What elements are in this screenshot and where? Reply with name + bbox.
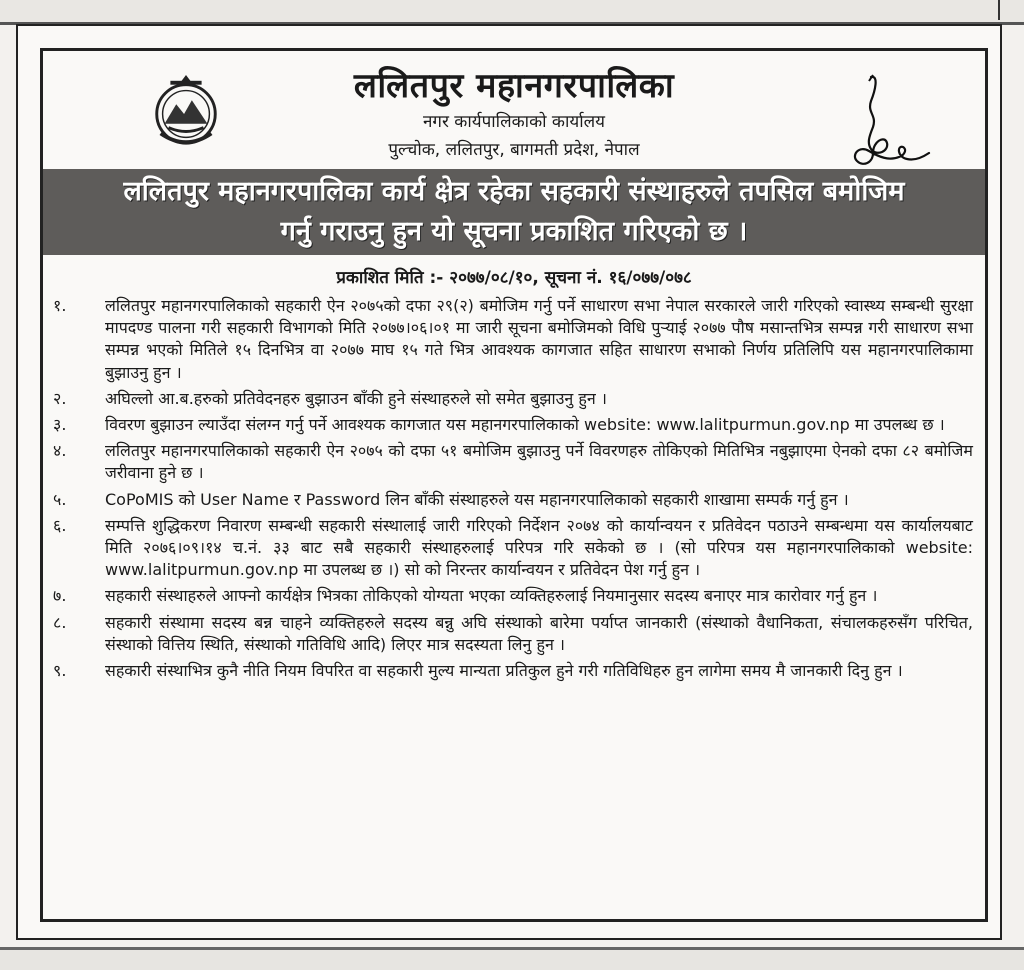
adjacent-clipping-edge-bottom (0, 947, 1024, 970)
item-number: ६. (53, 515, 67, 535)
notice-item (53, 660, 973, 682)
handwritten-signature-icon (843, 71, 933, 175)
notice-items-list (53, 295, 973, 686)
notice-headline-banner (43, 169, 985, 255)
item-number: ८. (53, 612, 67, 632)
notice-item (53, 295, 973, 384)
item-number: १. (53, 296, 67, 315)
municipality-name: ललितपुर महानगरपालिका (353, 66, 675, 106)
item-text: ललितपुर महानगरपालिकाको सहकारी ऐन २०७५ को दफा ५१ बमोजिम बुझाउनु पर्ने विवरणहरु तोकिएको मितिभित्र नबुझाएमा ऐनको दफा ८२ बमोजिम जरीवाना हुने छ । (105, 441, 973, 483)
notice-item (53, 440, 973, 484)
notice-inner-frame (40, 48, 988, 922)
item-number: ९. (53, 661, 67, 681)
adjacent-clipping-edge-top (0, 0, 1024, 25)
headline-line-2: गर्नु गराउनु हुन यो सूचना प्रकाशित गरिएको छ । (280, 216, 748, 247)
item-text: सहकारी संस्थाभित्र कुनै नीति नियम विपरित वा सहकारी मुल्य मान्यता प्रतिकुल हुने गरी गतिविधिहरु हुन लागेमा समय मै जानकारी दिनु हुन । (105, 661, 903, 681)
item-number: २. (53, 388, 67, 408)
notice-item (53, 388, 973, 410)
notice-outer-frame (16, 24, 1002, 940)
item-text: विवरण बुझाउन ल्याउँदा संलग्न गर्नु पर्ने आवश्यक कागजात यस महानगरपालिकाको website: www.lalitpurmun.gov.np मा उपलब्ध छ । (105, 415, 945, 435)
item-number: ७. (53, 586, 67, 606)
item-number: ५. (53, 489, 67, 509)
item-text: सहकारी संस्थामा सदस्य बन्न चाहने व्यक्तिहरुले सदस्य बन्नु अघि संस्थाको बारेमा पर्याप्त जानकारी (संस्थाको वैधानिकता, संचालकहरुसँग परिचित, संस्थाको वित्तिय स्थिति, संस्थाको गतिविधि आदि) लिएर मात्र सदस्यता लिनु हुन । (105, 612, 973, 654)
publication-date-line: प्रकाशित मिति :- २०७७/०८/१०, सूचना नं. १६/०७७/०७८ (336, 268, 692, 288)
notice-item (53, 585, 973, 607)
item-text: सहकारी संस्थाहरुले आफ्नो कार्यक्षेत्र भित्रका तोकिएको योग्यता भएका व्यक्तिहरुलाई नियमानुसार सदस्य बनाएर मात्र कारोवार गर्नु हुन । (105, 586, 878, 606)
office-address: पुल्चोक, ललितपुर, बागमती प्रदेश, नेपाल (388, 140, 640, 160)
notice-item (53, 414, 973, 436)
item-number: ३. (53, 415, 67, 435)
notice-item (53, 612, 973, 656)
item-text: ललितपुर महानगरपालिकाको सहकारी ऐन २०७५को दफा २९(२) बमोजिम गर्नु पर्ने साधारण सभा नेपाल सरकारले जारी गरिएको स्वास्थ्य सम्बन्धी सुरक्षा मापदण्ड पालना गरी सहकारी विभागको मिति २०७७।०६।०१ मा जारी सूचना बमोजिमको विधि पुर्‍याई २०७७ पौष मसान्तभित्र सम्पन्न गरी साधारण सभा सम्पन्न भएको मितिले १५ दिनभित्र वा २०७७ माघ १५ गते भित्र आवश्यक कागजात सहित साधारण सभाको निर्णय प्रतिलिपि यस महानगरपालिकामा बुझाउनु हुन । (105, 296, 973, 382)
item-text: CoPoMIS को User Name र Password लिन बाँकी संस्थाहरुले यस महानगरपालिकाको सहकारी शाखामा सम्पर्क गर्नु हुन । (105, 489, 849, 509)
headline-line-1: ललितपुर महानगरपालिका कार्य क्षेत्र रहेका सहकारी संस्थाहरुले तपसिल बमोजिम (123, 176, 905, 207)
item-text: सम्पत्ति शुद्धिकरण निवारण सम्बन्धी सहकारी संस्थालाई जारी गरिएको निर्देशन २०७४ को कार्यान्वयन र प्रतिवेदन पठाउने सम्बन्धमा यस कार्यालयबाट मिति २०७६।०९।१४ च.नं. ३३ बाट सबै सहकारी संस्थाहरुलाई परिपत्र गरि सकेको छ । (सो परिपत्र यस महानगरपालिकाको website: www.lalitpurmun.gov.np मा उपलब्ध छ ।) सो को निरन्तर कार्यान्वयन र प्रतिवेदन पेश गर्नु हुन । (105, 515, 973, 580)
notice-item (53, 515, 973, 582)
item-number: ४. (53, 441, 67, 461)
item-text: अघिल्लो आ.ब.हरुको प्रतिवेदनहरु बुझाउन बाँकी हुने संस्थाहरुले सो समेत बुझाउनु हुन । (105, 388, 607, 408)
office-name: नगर कार्यपालिकाको कार्यालय (422, 112, 606, 132)
notice-item (53, 489, 973, 511)
